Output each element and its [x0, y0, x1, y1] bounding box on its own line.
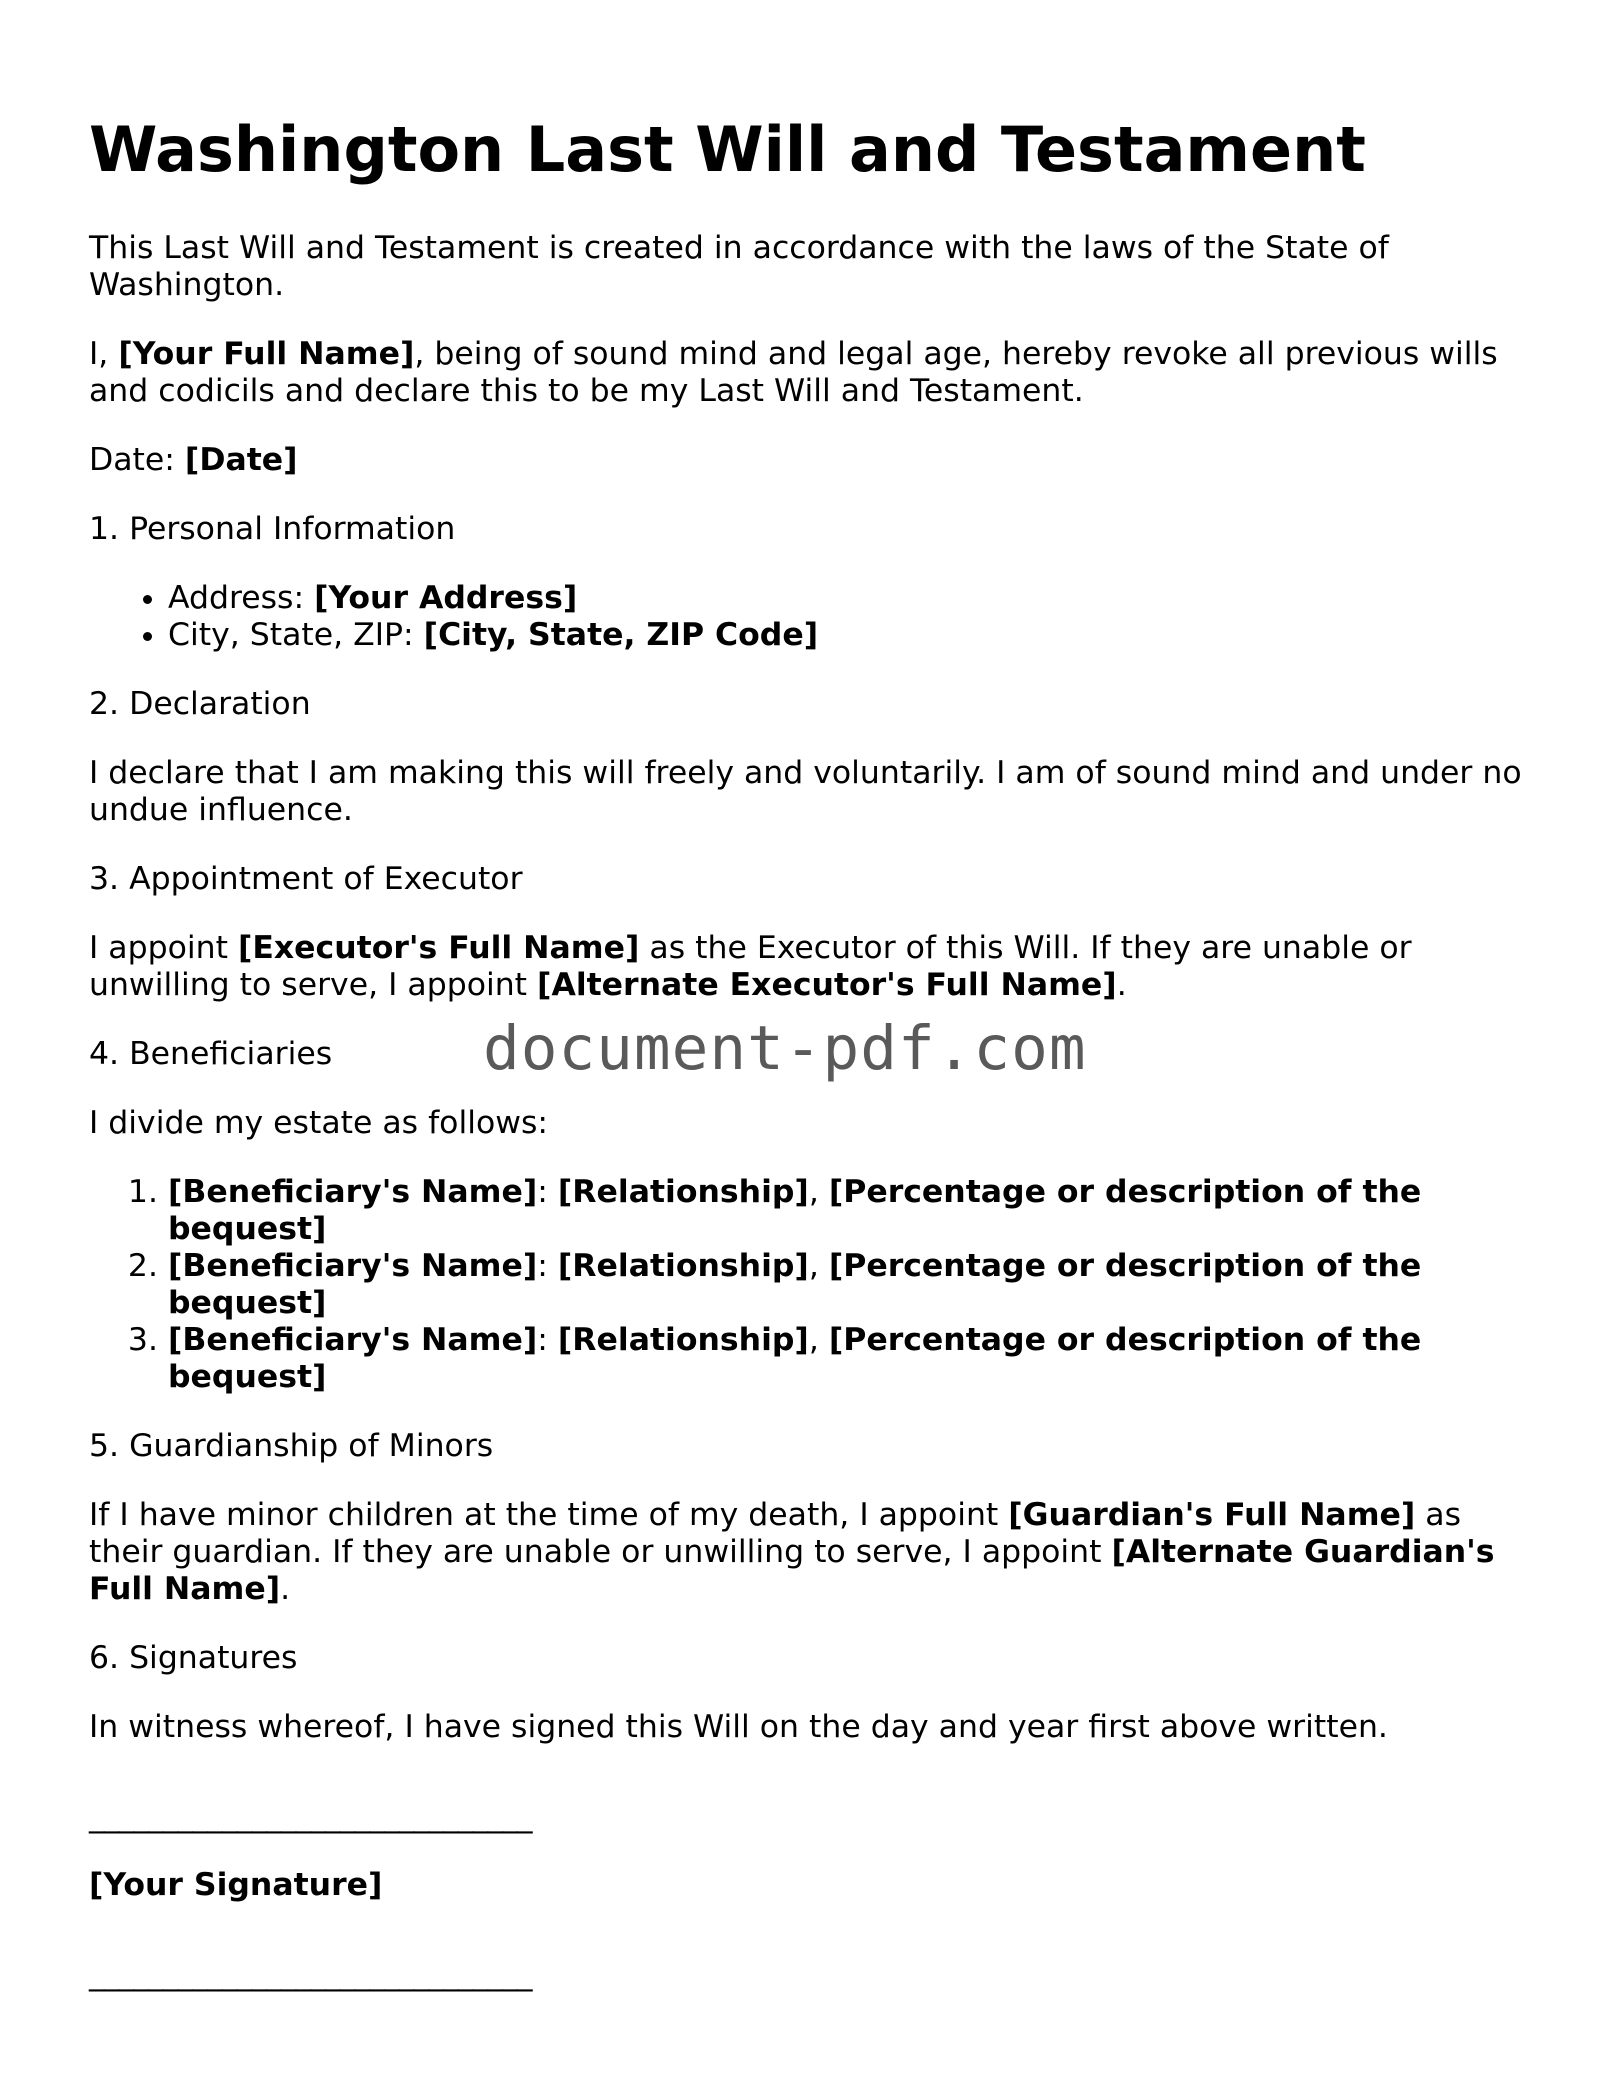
- guardian-name-placeholder: [Guardian's Full Name]: [1008, 1497, 1416, 1533]
- section-heading-declaration: 2. Declaration: [89, 686, 311, 722]
- signature-label: [Your Signature]: [89, 1867, 383, 1903]
- date-line: Date: [Date]: [89, 442, 298, 478]
- section-heading-signatures: 6. Signatures: [89, 1640, 298, 1676]
- personal-information-list: [89, 580, 1539, 654]
- executor-name-placeholder: [Executor's Full Name]: [237, 930, 640, 966]
- document-body: [89, 230, 1539, 2025]
- page-title: Washington Last Will and Testament: [89, 113, 1366, 186]
- beneficiaries-intro: I divide my estate as follows:: [89, 1105, 549, 1141]
- signatures-paragraph: In witness whereof, I have signed this Will on the day and year first above written.: [89, 1709, 1388, 1745]
- signature-line: ______________________________: [89, 1798, 532, 1834]
- executor-paragraph: I appoint [Executor's Full Name] as the Executor of this Will. If they are unable or unwilling to serve, I appoint [Alternate Executor's Full Name].: [89, 930, 1412, 1003]
- list-item: 1. [Beneficiary's Name]: [Relationship], [Percentage or description of the bequest]: [168, 1174, 1539, 1248]
- signature-line-2: ______________________________: [89, 1956, 532, 1992]
- section-heading-executor: 3. Appointment of Executor: [89, 861, 523, 897]
- list-item: 2. [Beneficiary's Name]: [Relationship], [Percentage or description of the bequest]: [168, 1248, 1539, 1322]
- alternate-executor-placeholder: [Alternate Executor's Full Name]: [537, 967, 1117, 1003]
- city-state-zip-placeholder: [City, State, ZIP Code]: [423, 617, 819, 653]
- beneficiaries-list: [89, 1174, 1539, 1396]
- date-placeholder: [Date]: [184, 442, 298, 478]
- guardianship-paragraph: If I have minor children at the time of my death, I appoint [Guardian's Full Name] as their guardian. If they are unable or unwilling to serve, I appoint [Alternate Guardian's Full Name].: [89, 1497, 1495, 1607]
- section-heading-personal-information: 1. Personal Information: [89, 511, 456, 547]
- list-item: • Address: [Your Address]: [168, 580, 1539, 617]
- section-heading-guardianship: 5. Guardianship of Minors: [89, 1428, 494, 1464]
- list-item: 3. [Beneficiary's Name]: [Relationship], [Percentage or description of the bequest]: [168, 1322, 1539, 1396]
- full-name-placeholder: [Your Full Name]: [118, 336, 415, 372]
- section-heading-beneficiaries: 4. Beneficiaries: [89, 1036, 333, 1072]
- revocation-paragraph: I, [Your Full Name], being of sound mind and legal age, hereby revoke all previous wills and codicils and declare this to be my Last Will and Testament.: [89, 336, 1498, 409]
- alternate-guardian-placeholder: [Alternate Guardian's Full Name]: [89, 1534, 1495, 1607]
- watermark-text: document-pdf.com: [483, 1013, 1087, 1084]
- intro-paragraph: This Last Will and Testament is created in accordance with the laws of the State of Washington.: [89, 230, 1389, 303]
- list-item: • City, State, ZIP: [City, State, ZIP Code]: [168, 617, 1539, 654]
- address-placeholder: [Your Address]: [314, 580, 578, 616]
- declaration-paragraph: I declare that I am making this will freely and voluntarily. I am of sound mind and under no undue influence.: [89, 755, 1522, 828]
